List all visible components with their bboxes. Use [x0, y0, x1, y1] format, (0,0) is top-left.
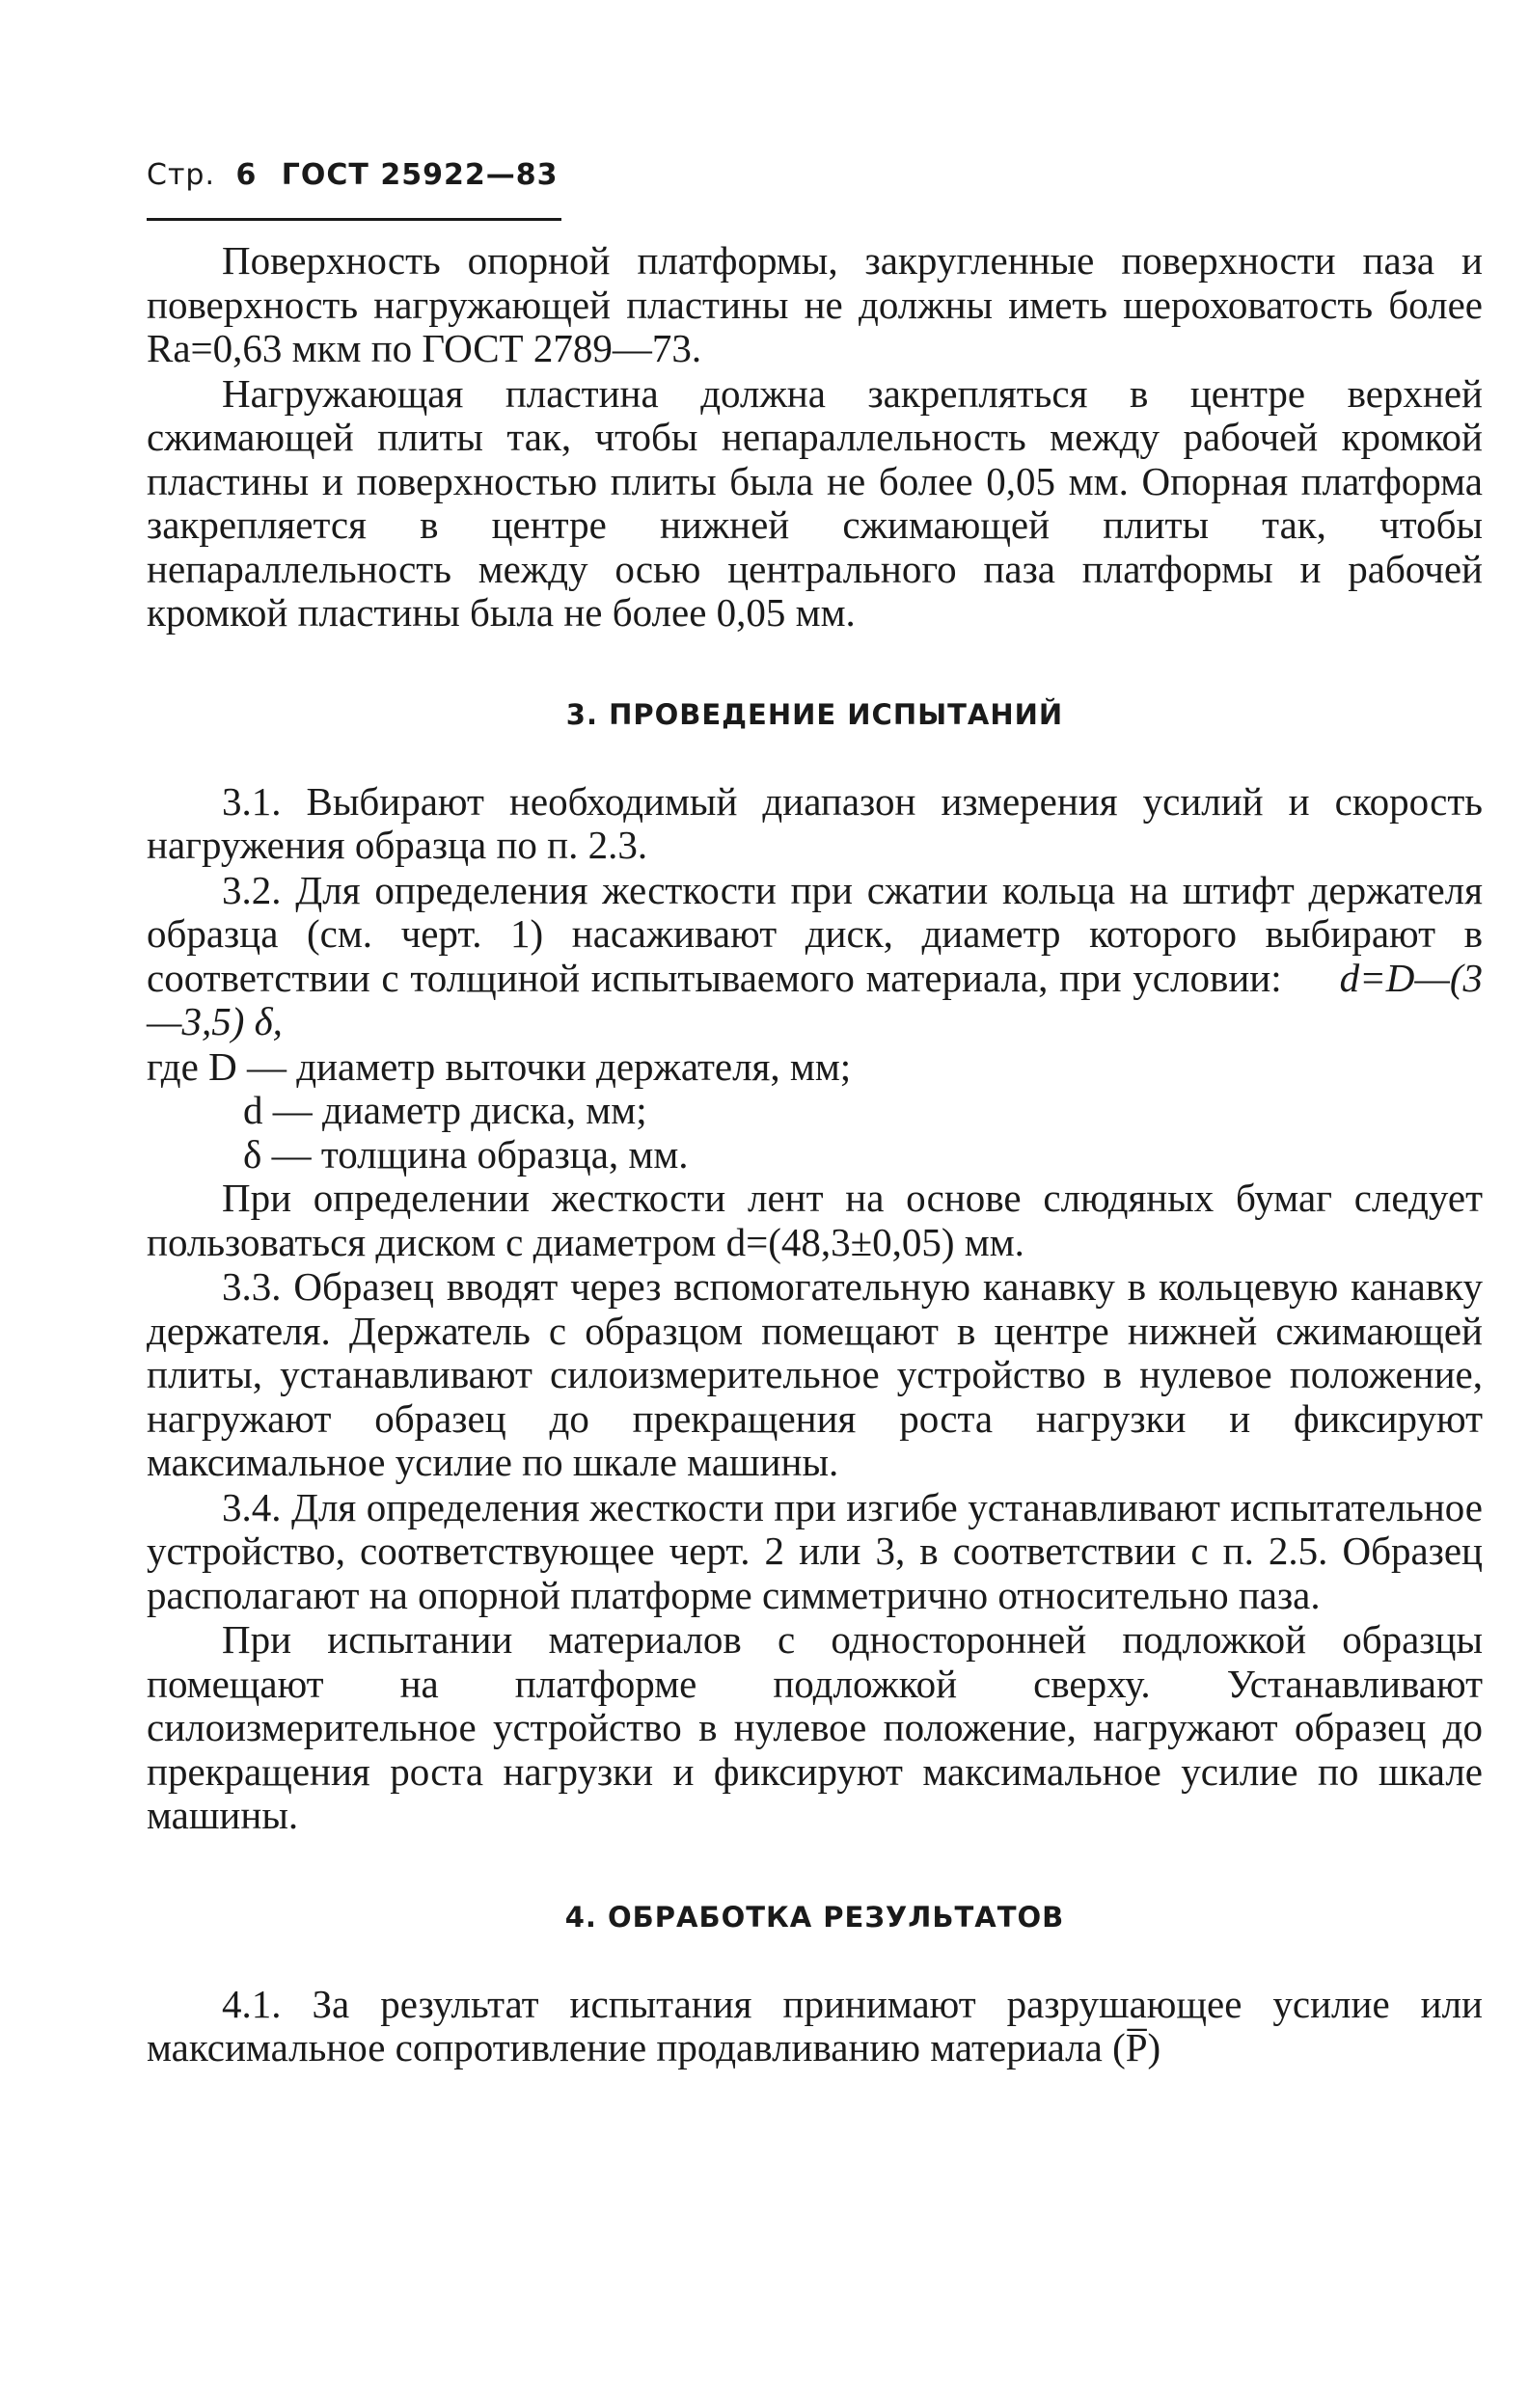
- page-label: Стр.: [147, 158, 216, 192]
- section-3-title: 3. ПРОВЕДЕНИЕ ИСПЫТАНИЙ: [565, 697, 1064, 731]
- paragraph-4-1: 4.1. За результат испытания принимают разрушающее усилие или максимальное сопротивление продавливанию материала (P̅): [147, 1981, 1483, 2070]
- paragraph-3-4: 3.4. Для определения жесткости при изгибе устанавливают испытательное устройство, соответствующее черт. 2 или 3, в соответствии с п. 2.5. Образец располагают на опорной платформе симметрично относительно паза.: [147, 1484, 1483, 1617]
- paragraph-mica-tapes: При определении жесткости лент на основе слюдяных бумаг следует пользоваться диском с диаметром d=(48,3±0,05) мм.: [147, 1176, 1483, 1264]
- page-body: [147, 239, 1483, 2071]
- page-header: [147, 158, 558, 192]
- paragraph-one-sided-backing: При испытании материалов с односторонней подложкой образцы помещают на платформе подложкой сверху. Устанавливают силоизмерительное устройство в нулевое положение, нагружают образец до прекращения роста нагрузки и фиксируют максимальное усилие по шкале машины.: [147, 1617, 1483, 1837]
- definition-d: d — диаметр диска, мм;: [243, 1088, 647, 1132]
- paragraph-3-3: 3.3. Образец вводят через вспомогательную канавку в кольцевую канавку держателя. Держатель с образцом помещают в центре нижней сжимающей плиты, устанавливают силоизмерительное устройство в нулевое положение, нагружают образец до прекращения роста нагрузки и фиксируют максимальное усилие по шкале машины.: [147, 1264, 1483, 1484]
- page-number: 6: [235, 158, 258, 192]
- section-4-title: 4. ОБРАБОТКА РЕЗУЛЬТАТОВ: [564, 1900, 1065, 1934]
- paragraph-plate-mounting: Нагружающая пластина должна закрепляться в центре верхней сжимающей плиты так, чтобы непараллельность между рабочей кромкой пластины и поверхностью плиты была не более 0,05 мм. Опорная платформа закрепляется в центре нижней сжимающей плиты так, чтобы непараллельность между осью центрального паза платформы и рабочей кромкой пластины была не более 0,05 мм.: [147, 370, 1483, 635]
- standard-code: ГОСТ 25922—83: [281, 158, 559, 192]
- paragraph-3-2: [147, 869, 1483, 1044]
- paragraph-surface-roughness: Поверхность опорной платформы, закругленные поверхности паза и поверхность нагружающей пластины не должны иметь шероховатость более Ra=0,63 мкм по ГОСТ 2789—73.: [147, 238, 1483, 370]
- definition-D: где D — диаметр выточки держателя, мм;: [147, 1043, 852, 1089]
- paragraph-3-1: 3.1. Выбирают необходимый диапазон измерения усилий и скорость нагружения образца по п. 2.3.: [147, 778, 1483, 867]
- formula-disk-diameter: d=D—(3—3,5) δ,: [147, 955, 1483, 1043]
- header-rule: [147, 218, 561, 221]
- paragraph-3-2-text: 3.2. Для определения жесткости при сжатии кольца на штифт держателя образца (см. черт. 1) насаживают диск, диаметр которого выбирают в соответствии с толщиной испытываемого материала, при условии:: [147, 867, 1483, 1000]
- definition-delta: δ — толщина образца, мм.: [243, 1131, 689, 1177]
